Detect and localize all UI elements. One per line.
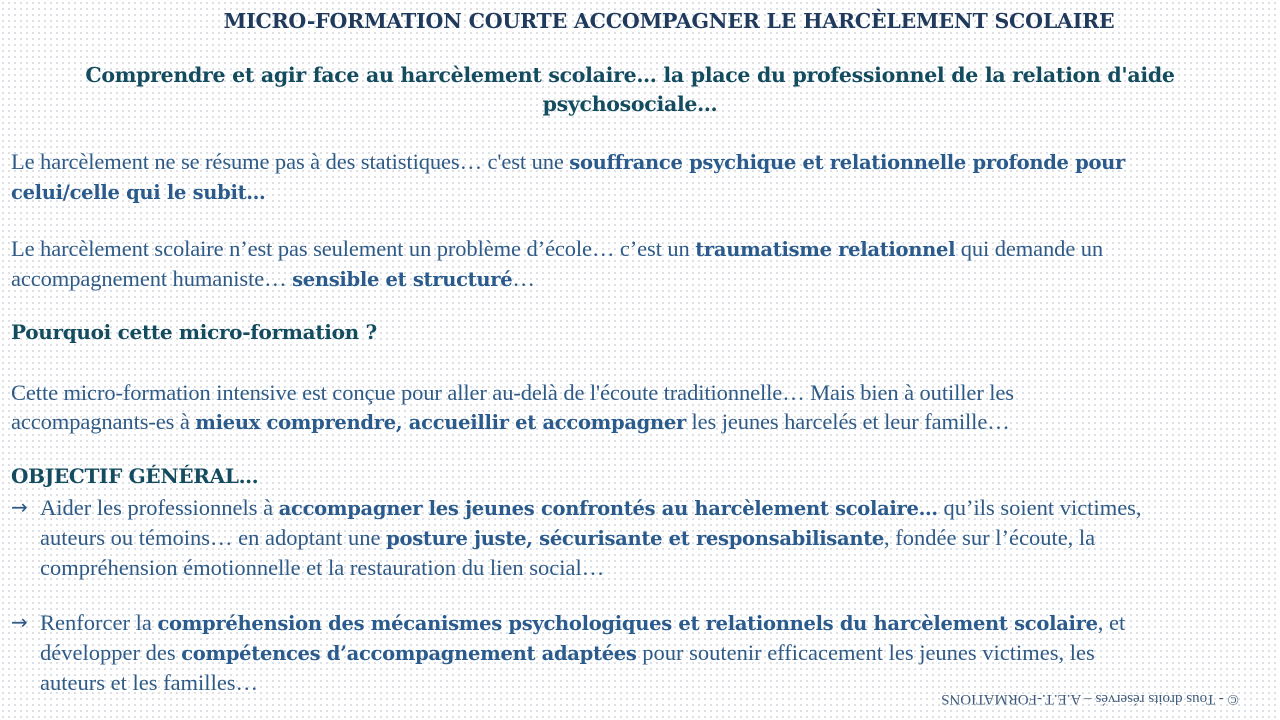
bullet-text: Aider les professionnels à (40, 495, 279, 520)
intro-paragraph-2 (11, 234, 1273, 294)
copyright-footer: © - Tous droits réservés – A.E.T.-FORMATIONS (941, 691, 1239, 707)
bullet-text: développer des (40, 640, 182, 665)
bullet-2-line-3: auteurs et les familles… (40, 670, 259, 695)
bullet-2-text (40, 608, 1125, 697)
intro2-text-d: … (512, 266, 535, 291)
bullet-1-line-1 (40, 493, 1142, 523)
bullet-1-line-2 (40, 523, 1142, 553)
intro1-emphasis-2: celui/celle qui le subit… (11, 181, 266, 204)
why-line-1: Cette micro-formation intensive est conçue pour aller au-delà de l'écoute traditionnelle… Mais bien à outiller les (11, 380, 1014, 405)
bullet-text: , et (1097, 610, 1126, 635)
bullet-emphasis: posture juste, sécurisante et responsabilisante (386, 527, 885, 550)
page-subtitle (60, 61, 1280, 119)
subtitle-line-2: psychosociale… (542, 92, 718, 116)
intro1-line-1 (11, 147, 1273, 177)
bullet-text: , fondée sur l’écoute, la (884, 525, 1096, 550)
why-text: accompagnants-es à (11, 409, 196, 434)
bullet-text: auteurs ou témoins… en adoptant une (40, 525, 387, 550)
intro2-text: Le harcèlement scolaire n’est pas seulement un problème d’école… c’est un (11, 236, 696, 261)
subtitle-line-1: Comprendre et agir face au harcèlement scolaire… la place du professionnel de la relation d'aide (85, 63, 1175, 87)
arrow-right-icon: → (11, 495, 28, 519)
bullet-text: Renforcer la (40, 610, 158, 635)
why-emphasis: mieux comprendre, accueillir et accompagner (195, 411, 686, 434)
intro2-line-1 (11, 234, 1273, 264)
intro1-line-2 (11, 177, 1273, 207)
bullet-2-line-1 (40, 608, 1125, 638)
bullet-emphasis: accompagner les jeunes confrontés au harcèlement scolaire… (278, 497, 938, 520)
intro2-text-b: qui demande un (955, 236, 1104, 261)
intro1-text: Le harcèlement ne se résume pas à des statistiques… c'est une (11, 149, 570, 174)
bullet-1-line-3: compréhension émotionnelle et la restauration du lien social… (40, 555, 605, 580)
intro2-emphasis-2: sensible et structuré (292, 268, 513, 291)
bullet-emphasis: compréhension des mécanismes psychologiques et relationnels du harcèlement scolaire (157, 612, 1098, 635)
why-line-2 (11, 407, 1273, 437)
why-text-b: les jeunes harcelés et leur famille… (685, 409, 1010, 434)
bullet-1-text (40, 493, 1142, 582)
bullet-text: pour soutenir efficacement les jeunes victimes, les (636, 640, 1095, 665)
arrow-right-icon: → (11, 610, 28, 634)
why-paragraph (11, 378, 1273, 437)
objective-heading: OBJECTIF GÉNÉRAL… (11, 464, 259, 488)
bullet-emphasis: compétences d’accompagnement adaptées (181, 642, 637, 665)
why-heading: Pourquoi cette micro-formation ? (11, 320, 377, 344)
intro2-line-2 (11, 264, 1273, 294)
intro-paragraph-1 (11, 147, 1273, 207)
bullet-text: qu’ils soient victimes, (937, 495, 1142, 520)
intro2-text-c: accompagnement humaniste… (11, 266, 293, 291)
intro1-emphasis: souffrance psychique et relationnelle profonde pour (569, 151, 1126, 174)
bullet-2-line-2 (40, 638, 1125, 668)
intro2-emphasis: traumatisme relationnel (695, 238, 956, 261)
page-title: MICRO-FORMATION COURTE ACCOMPAGNER LE HARCÈLEMENT SCOLAIRE (223, 9, 1115, 33)
